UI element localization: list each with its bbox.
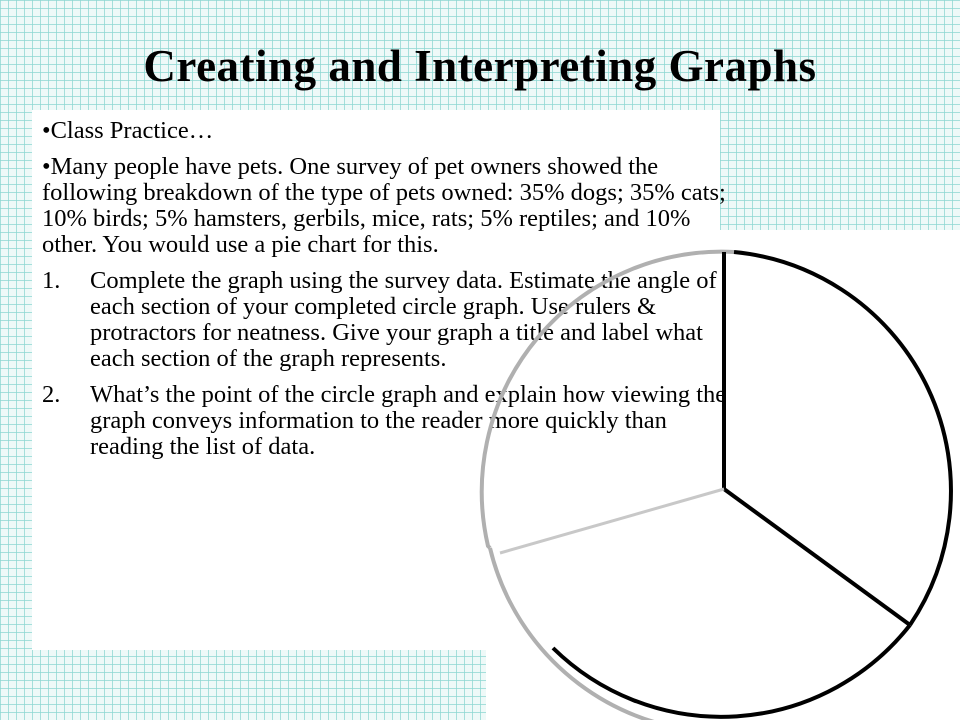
bullet-class-practice: •Class Practice…	[42, 117, 214, 144]
circle-dark-arc	[734, 252, 951, 625]
step-1-text: Complete the graph using the survey data. Estimate the angle of each section of your completed circle graph. Use rulers & protractors for neatness. Give your graph a title and label what each section of the graph represents.	[90, 267, 717, 372]
slide-title: Creating and Interpreting Graphs	[143, 41, 817, 91]
radius-line-left	[500, 489, 724, 553]
circle-light-arc-lower	[490, 548, 734, 720]
step-2-text: What’s the point of the circle graph and explain how viewing the graph conveys information to the reader more quickly than reading the list of data.	[90, 381, 727, 460]
radius-line-right	[724, 489, 910, 625]
step-2-number: 2.	[42, 381, 61, 408]
circle-light-arc	[482, 252, 734, 548]
step-1-number: 1.	[42, 267, 61, 294]
bullet-survey-description: •Many people have pets. One survey of pet owners showed the following breakdown of the type of pets owned: 35% dogs; 35% cats; 10% birds; 5% hamsters, gerbils, mice, rats; 5% reptiles; and 10% other. You would use a pie chart for this.	[42, 153, 726, 258]
